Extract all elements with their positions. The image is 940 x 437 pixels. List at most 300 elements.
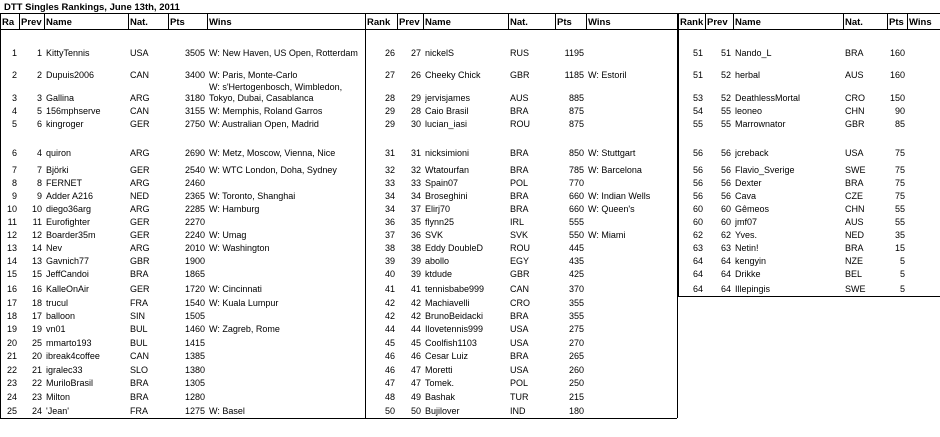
- block1-rank-cell: 19: [6, 324, 17, 334]
- block1-nat-cell: BRA: [130, 392, 149, 402]
- block2-nat-cell: POL: [510, 178, 529, 188]
- block3-header-col-divider: [843, 14, 844, 30]
- block1-header-col-divider: [0, 14, 1, 30]
- block1-rank-cell: 23: [6, 378, 17, 388]
- block1-prev-cell: 8: [36, 178, 42, 188]
- block1-nat-cell: ARG: [130, 178, 150, 188]
- block2-pts-cell: 275: [568, 324, 584, 334]
- block2-prev-cell: 45: [410, 338, 421, 348]
- block1-pts-cell: 3180: [184, 93, 205, 103]
- block1-nat-cell: USA: [130, 48, 149, 58]
- block2-rank-cell: 39: [384, 256, 395, 266]
- block3-rank-cell: 64: [692, 256, 703, 266]
- block2-nat-cell: BRA: [510, 351, 529, 361]
- block2-pts-cell: 555: [568, 217, 584, 227]
- block3-wins-cell: [909, 268, 938, 281]
- block2-wins-cell: [588, 105, 675, 118]
- block3-pts-cell: 55: [894, 204, 905, 214]
- block2-wins-cell: [588, 242, 675, 255]
- block2-rank-cell: 50: [384, 406, 395, 416]
- block2-bottom-border: [365, 418, 677, 419]
- block1-pts-cell: 1720: [184, 284, 205, 294]
- block1-pts-cell: 2240: [184, 230, 205, 240]
- block1-wins-cell: [209, 255, 363, 268]
- block1-prev-cell: 14: [31, 243, 42, 253]
- block3-name-cell: jmf07: [735, 217, 758, 227]
- block2-rank-cell: 45: [384, 338, 395, 348]
- block3-prev-cell: 56: [720, 148, 731, 158]
- block3-header-col-divider: [887, 14, 888, 30]
- block1-name-cell: balloon: [46, 311, 76, 321]
- block2-name-cell: Bujilover: [425, 406, 460, 416]
- block2-nat-cell: BRA: [510, 148, 529, 158]
- block2-rank-cell: 36: [384, 217, 395, 227]
- block2-name-cell: abollo: [425, 256, 450, 266]
- block1-name-cell: mmarto193: [46, 338, 92, 348]
- block2-pts-cell: 215: [568, 392, 584, 402]
- block3-name-cell: Gêmeos: [735, 204, 770, 214]
- block2-name-cell: Elirj70: [425, 204, 451, 214]
- block3-rank-cell: 64: [692, 269, 703, 279]
- block3-nat-cell: BRA: [845, 48, 864, 58]
- block2-name-cell: ktdude: [425, 269, 453, 279]
- block3-rank-cell: 53: [692, 93, 703, 103]
- block2-wins-cell: [588, 404, 675, 418]
- block2-pts-cell: 180: [568, 406, 584, 416]
- block2-header-wins: Wins: [588, 17, 611, 28]
- block3-header-col-divider: [678, 14, 679, 30]
- block2-prev-cell: 44: [410, 324, 421, 334]
- block3-wins-cell: [909, 255, 938, 268]
- block1-name-cell: 156mphserve: [46, 106, 101, 116]
- block2-header-nat: Nat.: [510, 17, 528, 28]
- block2-rank-cell: 26: [384, 48, 395, 58]
- block2-prev-cell: 41: [410, 284, 421, 294]
- block2-nat-cell: SVK: [510, 230, 529, 240]
- block1-nat-cell: ARG: [130, 243, 150, 253]
- block1-name-cell: 'Jean': [46, 406, 69, 416]
- block2-pts-cell: 270: [568, 338, 584, 348]
- block2-rank-cell: 42: [384, 311, 395, 321]
- block1-prev-cell: 17: [31, 311, 42, 321]
- block3-rank-cell: 56: [692, 191, 703, 201]
- block1-wins-cell: [209, 336, 363, 350]
- block1-wins-cell: W: New Haven, US Open, Rotterdam: [209, 48, 358, 58]
- block1-wins-cell: [209, 177, 363, 190]
- block3-nat-cell: NZE: [845, 256, 863, 266]
- block2-prev-cell: 29: [410, 93, 421, 103]
- block2-nat-cell: GBR: [510, 70, 530, 80]
- block2-pts-cell: 660: [568, 204, 584, 214]
- block2-prev-cell: 32: [410, 165, 421, 175]
- block3-prev-cell: 64: [720, 284, 731, 294]
- block2-pts-cell: 355: [568, 298, 584, 308]
- block1-pts-cell: 1460: [184, 324, 205, 334]
- block1-name-cell: Dupuis2006: [46, 70, 95, 80]
- block1-prev-cell: 23: [31, 392, 42, 402]
- block3-prev-cell: 56: [720, 191, 731, 201]
- block2-nat-cell: BRA: [510, 204, 529, 214]
- block2-body-edge: [365, 30, 366, 418]
- block3-header-nat: Nat.: [845, 17, 863, 28]
- block1-name-cell: Milton: [46, 392, 71, 402]
- block1-prev-cell: 25: [31, 338, 42, 348]
- block3-wins-cell: [909, 177, 938, 190]
- block3-nat-cell: CRO: [845, 93, 865, 103]
- block2-name-cell: Cesar Luiz: [425, 351, 469, 361]
- block2-name-cell: Bashak: [425, 392, 456, 402]
- block3-rank-cell: 60: [692, 204, 703, 214]
- block1-header-col-divider: [44, 14, 45, 30]
- block3-wins-cell: [909, 190, 938, 203]
- block3-rank-cell: 62: [692, 230, 703, 240]
- block3-name-cell: DeathlessMortal: [735, 93, 801, 103]
- block2-pts-cell: 425: [568, 269, 584, 279]
- block2-rank-cell: 27: [384, 70, 395, 80]
- block1-nat-cell: BRA: [130, 269, 149, 279]
- block2-header-col-divider: [586, 14, 587, 30]
- block2-wins-cell: W: Barcelona: [588, 165, 642, 175]
- block2-rank-cell: 46: [384, 365, 395, 375]
- block2-header-rank: Rank: [367, 17, 391, 28]
- block3-nat-cell: USA: [845, 148, 864, 158]
- block1-nat-cell: BRA: [130, 378, 149, 388]
- block2-wins-cell: W: Indian Wells: [588, 191, 651, 201]
- block1-pts-cell: 2010: [184, 243, 205, 253]
- block2-prev-cell: 42: [410, 298, 421, 308]
- block2-prev-cell: 49: [410, 392, 421, 402]
- block2-nat-cell: BRA: [510, 191, 529, 201]
- block1-nat-cell: SLO: [130, 365, 149, 375]
- block1-nat-cell: FRA: [130, 406, 148, 416]
- block1-rank-cell: 24: [6, 392, 17, 402]
- block1-name-cell: quiron: [46, 148, 72, 158]
- block1-wins-cell: W: Washington: [209, 243, 270, 253]
- block3-pts-cell: 5: [899, 256, 905, 266]
- block2-header-col-divider: [508, 14, 509, 30]
- block2-wins-cell: [588, 377, 675, 390]
- block2-wins-cell: [588, 350, 675, 363]
- block1-wins-cell: W: Zagreb, Rome: [209, 324, 280, 334]
- block3-pts-cell: 90: [894, 106, 905, 116]
- block1-wins-cell: [209, 363, 363, 377]
- block1-wins-cell: [209, 350, 363, 363]
- block2-header-col-divider: [555, 14, 556, 30]
- block2-nat-cell: BRA: [510, 165, 529, 175]
- block3-header-col-divider: [733, 14, 734, 30]
- block3-rank-cell: 51: [692, 48, 703, 58]
- block3-name-cell: Netin!: [735, 243, 759, 253]
- block1-nat-cell: ARG: [130, 204, 150, 214]
- block3-name-cell: kengyin: [735, 256, 767, 266]
- block3-name-cell: Dexter: [735, 178, 762, 188]
- block2-rank-cell: 34: [384, 204, 395, 214]
- block1-prev-cell: 22: [31, 378, 42, 388]
- block2-name-cell: Broseghini: [425, 191, 468, 201]
- block1-pts-cell: 3400: [184, 70, 205, 80]
- block2-rank-cell: 40: [384, 269, 395, 279]
- block1-rank-cell: 25: [6, 406, 17, 416]
- block2-wins-cell: [588, 323, 675, 336]
- block1-pts-cell: 3505: [184, 48, 205, 58]
- block3-bottom-border: [678, 296, 940, 297]
- block3-wins-cell: [909, 203, 938, 216]
- block1-prev-cell: 4: [36, 148, 42, 158]
- block3-wins-cell: [909, 118, 938, 131]
- block2-prev-cell: 36: [410, 230, 421, 240]
- block1-header-nat: Nat.: [130, 17, 148, 28]
- block1-rank-cell: 1: [11, 48, 17, 58]
- block1-nat-cell: CAN: [130, 351, 150, 361]
- block1-prev-cell: 9: [36, 191, 42, 201]
- block1-rank-cell: 15: [6, 269, 17, 279]
- block3-prev-cell: 56: [720, 178, 731, 188]
- block3-wins-cell: [909, 281, 938, 296]
- block2-name-cell: Machiavelli: [425, 298, 470, 308]
- block3-rank-cell: 60: [692, 217, 703, 227]
- block1-wins-cell: W: Toronto, Shanghai: [209, 191, 296, 201]
- block3-name-cell: Marrownator: [735, 119, 786, 129]
- block2-nat-cell: EGY: [510, 256, 530, 266]
- block2-prev-cell: 47: [410, 365, 421, 375]
- block2-rank-cell: 32: [384, 165, 395, 175]
- block3-pts-cell: 5: [899, 284, 905, 294]
- block2-nat-cell: IND: [510, 406, 526, 416]
- block1-rank-cell: 22: [6, 365, 17, 375]
- block1-nat-cell: GER: [130, 165, 150, 175]
- block2-prev-cell: 27: [410, 48, 421, 58]
- block1-rank-cell: 21: [6, 351, 17, 361]
- block1-prev-cell: 1: [36, 48, 42, 58]
- block3-prev-cell: 63: [720, 243, 731, 253]
- block2-rank-cell: 34: [384, 191, 395, 201]
- block1-wins-cell: W: Umag: [209, 230, 247, 240]
- block3-pts-cell: 85: [894, 119, 905, 129]
- block2-rank-cell: 42: [384, 298, 395, 308]
- block2-pts-cell: 770: [568, 178, 584, 188]
- block1-wins-cell: [209, 216, 363, 229]
- block2-name-cell: nicksimioni: [425, 148, 470, 158]
- block1-rank-cell: 8: [11, 178, 17, 188]
- block2-wins-cell: [588, 390, 675, 404]
- block3-name-cell: Yves.: [735, 230, 758, 240]
- block2-wins-cell: [588, 363, 675, 377]
- block2-prev-cell: 26: [410, 70, 421, 80]
- block2-prev-cell: 39: [410, 256, 421, 266]
- block3-rank-cell: 56: [692, 178, 703, 188]
- block1-wins-cell: W: WTC London, Doha, Sydney: [209, 165, 337, 175]
- block3-prev-cell: 55: [720, 106, 731, 116]
- block3-pts-cell: 5: [899, 269, 905, 279]
- block1-pts-cell: 1865: [184, 269, 205, 279]
- block3-pts-cell: 35: [894, 230, 905, 240]
- block1-rank-cell: 13: [6, 243, 17, 253]
- block3-header-wins: Wins: [909, 17, 932, 28]
- block1-nat-cell: CAN: [130, 106, 150, 116]
- block1-name-cell: igralec33: [46, 365, 83, 375]
- block2-wins-cell: [588, 255, 675, 268]
- block2-name-cell: jervisjames: [425, 93, 471, 103]
- block3-wins-cell: [909, 242, 938, 255]
- block3-rank-cell: 56: [692, 148, 703, 158]
- block1-body-edge: [0, 30, 1, 418]
- block1-nat-cell: ARG: [130, 148, 150, 158]
- block2-nat-cell: IRL: [510, 217, 525, 227]
- block1-name-cell: FERNET: [46, 178, 82, 188]
- block1-pts-cell: 1280: [184, 392, 205, 402]
- block2-nat-cell: USA: [510, 338, 529, 348]
- block2-prev-cell: 33: [410, 178, 421, 188]
- block1-rank-cell: 10: [6, 204, 17, 214]
- block1-prev-cell: 18: [31, 298, 42, 308]
- block1-name-cell: KittyTennis: [46, 48, 90, 58]
- block1-name-cell: Adder A216: [46, 191, 94, 201]
- block2-name-cell: nickelS: [425, 48, 455, 58]
- block2-rank-cell: 38: [384, 243, 395, 253]
- block2-pts-cell: 265: [568, 351, 584, 361]
- block3-prev-cell: 60: [720, 204, 731, 214]
- block2-prev-cell: 38: [410, 243, 421, 253]
- block1-prev-cell: 19: [31, 324, 42, 334]
- block2-wins-cell: [588, 336, 675, 350]
- block1-prev-cell: 3: [36, 93, 42, 103]
- block3-pts-cell: 75: [894, 191, 905, 201]
- block2-rank-cell: 31: [384, 148, 395, 158]
- block2-nat-cell: ROU: [510, 243, 530, 253]
- block1-name-cell: ibreak4coffee: [46, 351, 100, 361]
- block3-nat-cell: AUS: [845, 217, 864, 227]
- block3-nat-cell: GBR: [845, 119, 865, 129]
- block2-rank-cell: 29: [384, 119, 395, 129]
- block2-nat-cell: BRA: [510, 106, 529, 116]
- block1-prev-cell: 20: [31, 351, 42, 361]
- block2-pts-cell: 445: [568, 243, 584, 253]
- block2-header-name: Name: [425, 17, 451, 28]
- block1-pts-cell: 1275: [184, 406, 205, 416]
- block1-pts-cell: 3155: [184, 106, 205, 116]
- block2-prev-cell: 30: [410, 119, 421, 129]
- block1-wins-cell: W: Memphis, Roland Garros: [209, 106, 323, 116]
- block3-header-rank: Rank: [680, 17, 704, 28]
- block1-rank-cell: 6: [11, 148, 17, 158]
- block2-name-cell: Cheeky Chick: [425, 70, 481, 80]
- block3-rank-cell: 51: [692, 70, 703, 80]
- block1-rank-cell: 20: [6, 338, 17, 348]
- block2-pts-cell: 850: [568, 148, 584, 158]
- block3-pts-cell: 160: [889, 70, 905, 80]
- block1-wins-cell: [209, 310, 363, 323]
- block1-prev-cell: 16: [31, 284, 42, 294]
- block2-pts-cell: 435: [568, 256, 584, 266]
- block2-pts-cell: 250: [568, 378, 584, 388]
- block2-header-pts: Pts: [557, 17, 572, 28]
- block1-rank-cell: 7: [11, 165, 17, 175]
- block3-pts-cell: 75: [894, 165, 905, 175]
- block3-pts-cell: 160: [889, 48, 905, 58]
- block1-name-cell: vn01: [46, 324, 66, 334]
- block3-name-cell: leoneo: [735, 106, 763, 116]
- block2-wins-cell: W: Stuttgart: [588, 148, 636, 158]
- block3-nat-cell: CHN: [845, 106, 865, 116]
- block3-wins-cell: [909, 82, 938, 105]
- block2-rank-cell: 33: [384, 178, 395, 188]
- block1-header-col-divider: [128, 14, 129, 30]
- block2-pts-cell: 660: [568, 191, 584, 201]
- block3-name-cell: Drikke: [735, 269, 761, 279]
- block3-rank-cell: 56: [692, 165, 703, 175]
- block1-name-cell: Boarder35m: [46, 230, 96, 240]
- block2-name-cell: tennisbabe999: [425, 284, 485, 294]
- block2-rank-cell: 46: [384, 351, 395, 361]
- block1-rank-cell: 3: [11, 93, 17, 103]
- block2-pts-cell: 355: [568, 311, 584, 321]
- block3-prev-cell: 51: [720, 48, 731, 58]
- block3-wins-cell: [909, 160, 938, 177]
- block1-pts-cell: 2285: [184, 204, 205, 214]
- block3-pts-cell: 15: [894, 243, 905, 253]
- block2-header-prev: Prev: [399, 17, 420, 28]
- block1-pts-cell: 1305: [184, 378, 205, 388]
- block2-pts-cell: 260: [568, 365, 584, 375]
- block1-nat-cell: GER: [130, 119, 150, 129]
- block2-wins-cell: [588, 216, 675, 229]
- block1-prev-cell: 5: [36, 106, 42, 116]
- block3-nat-cell: NED: [845, 230, 865, 240]
- block1-wins-cell: W: Basel: [209, 406, 245, 416]
- block1-header-wins: Wins: [209, 17, 232, 28]
- block2-nat-cell: USA: [510, 365, 529, 375]
- block2-name-cell: flynn25: [425, 217, 455, 227]
- block3-nat-cell: AUS: [845, 70, 864, 80]
- block3-nat-cell: CZE: [845, 191, 863, 201]
- block2-name-cell: Tomek.: [425, 378, 455, 388]
- block3-rank-cell: 55: [692, 119, 703, 129]
- block1-header-rank: Ra: [2, 17, 15, 28]
- block2-prev-cell: 39: [410, 269, 421, 279]
- block1-rank-cell: 17: [6, 298, 17, 308]
- block3-header-col-divider: [705, 14, 706, 30]
- block1-header-col-divider: [19, 14, 20, 30]
- block2-header-col-divider: [423, 14, 424, 30]
- block1-name-cell: Gallina: [46, 93, 75, 103]
- block1-prev-cell: 6: [36, 119, 42, 129]
- block1-header-prev: Prev: [21, 17, 42, 28]
- block1-rank-cell: 4: [11, 106, 17, 116]
- block2-pts-cell: 785: [568, 165, 584, 175]
- block1-rank-cell: 12: [6, 230, 17, 240]
- block1-wins-cell: W: Australian Open, Madrid: [209, 119, 319, 129]
- block1-wins-cell: [209, 377, 363, 390]
- sheet-title: DTT Singles Rankings, June 13th, 2011: [4, 2, 180, 13]
- block3-body-edge: [678, 30, 679, 296]
- block3-name-cell: Illepingis: [735, 284, 771, 294]
- block1-nat-cell: GER: [130, 284, 150, 294]
- block1-pts-cell: 1505: [184, 311, 205, 321]
- block2-wins-cell: [588, 310, 675, 323]
- block3-pts-cell: 55: [894, 217, 905, 227]
- block1-name-cell: JeffCandoi: [46, 269, 89, 279]
- block3-name-cell: jcreback: [735, 148, 769, 158]
- block3-wins-cell: [909, 229, 938, 242]
- block2-pts-cell: 370: [568, 284, 584, 294]
- block3-nat-cell: BRA: [845, 178, 864, 188]
- block3-rank-cell: 64: [692, 284, 703, 294]
- block3-prev-cell: 62: [720, 230, 731, 240]
- block1-name-cell: kingroger: [46, 119, 84, 129]
- block1-name-cell: KalleOnAir: [46, 284, 90, 294]
- block2-name-cell: Wtatourfan: [425, 165, 470, 175]
- block1-pts-cell: 1385: [184, 351, 205, 361]
